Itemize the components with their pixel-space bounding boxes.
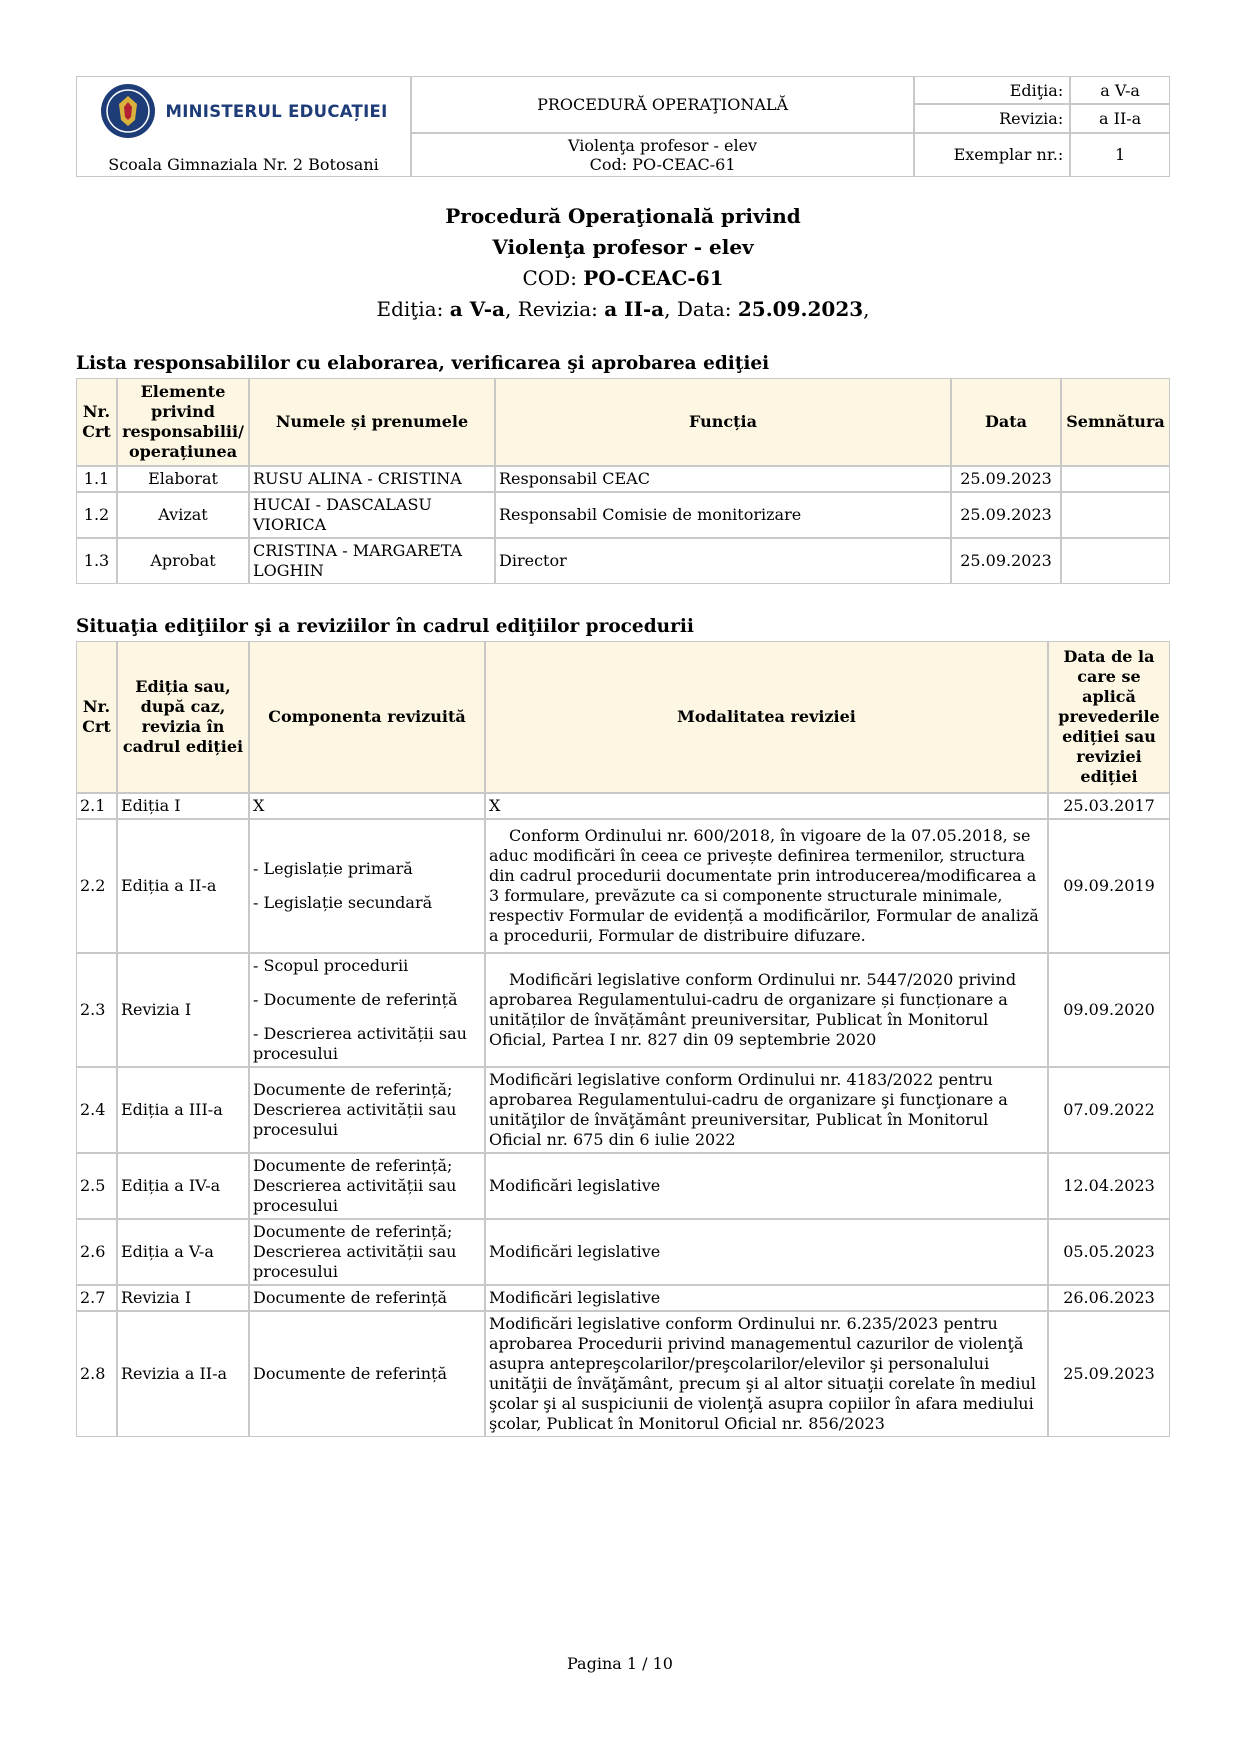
row-edition: Ediția a II-a <box>117 819 249 953</box>
row-nr: 2.1 <box>76 793 117 819</box>
responsabil-row <box>76 466 1170 492</box>
row-nr: 2.4 <box>76 1067 117 1153</box>
component-item: - Descrierea activității sau procesului <box>253 1024 467 1063</box>
document-page <box>76 76 1170 1437</box>
coat-of-arms-icon <box>99 82 157 140</box>
component-item: - Documente de referință <box>253 990 458 1009</box>
row-name: RUSU ALINA - CRISTINA <box>249 466 495 492</box>
component-item: - Legislație secundară <box>253 893 433 912</box>
row-date: 05.05.2023 <box>1048 1219 1170 1285</box>
title-edition-line <box>76 294 1170 325</box>
row-signature <box>1061 466 1170 492</box>
editie-row <box>76 1311 1170 1437</box>
col-header: Elemente privind responsabilii/ operațiunea <box>117 378 249 466</box>
editii-table <box>76 641 1170 1437</box>
component-item: Documente de referință; Descrierea activității sau procesului <box>253 1080 457 1139</box>
col-header: Componenta revizuită <box>249 641 485 793</box>
row-function: Director <box>495 538 951 584</box>
row-modality: X <box>485 793 1048 819</box>
row-function: Responsabil CEAC <box>495 466 951 492</box>
row-nr: 1.2 <box>76 492 117 538</box>
exemplar-value: 1 <box>1070 133 1170 177</box>
component-item: X <box>253 796 265 815</box>
row-component <box>249 793 485 819</box>
school-name: Scoala Gimnaziala Nr. 2 Botosani <box>108 155 379 174</box>
row-component <box>249 1219 485 1285</box>
row-date: 12.04.2023 <box>1048 1153 1170 1219</box>
component-item: - Scopul procedurii <box>253 956 409 975</box>
page-footer: Pagina 1 / 10 <box>567 1654 673 1673</box>
procedure-title: Violenţa profesor - elev <box>568 135 758 155</box>
row-date: 25.09.2023 <box>951 538 1061 584</box>
row-component <box>249 953 485 1067</box>
header-table <box>76 76 1170 177</box>
row-component <box>249 1311 485 1437</box>
row-nr: 2.7 <box>76 1285 117 1311</box>
col-header: Ediția sau, după caz, revizia în cadrul ediției <box>117 641 249 793</box>
row-operation: Elaborat <box>117 466 249 492</box>
procedure-title-cell <box>411 133 914 177</box>
editie-row <box>76 819 1170 953</box>
row-edition: Ediția a IV-a <box>117 1153 249 1219</box>
component-item: Documente de referință; Descrierea activității sau procesului <box>253 1222 457 1281</box>
cod-value: PO-CEAC-61 <box>583 266 724 290</box>
col-header: Nr. Crt <box>76 378 117 466</box>
procedure-code: Cod: PO-CEAC-61 <box>589 154 736 174</box>
component-item: Documente de referință <box>253 1288 447 1307</box>
row-name: HUCAI - DASCALASU VIORICA <box>249 492 495 538</box>
editia-label-2: Ediţia: <box>376 297 450 321</box>
responsabili-table <box>76 378 1170 584</box>
ministry-logo <box>83 79 404 143</box>
editie-row <box>76 793 1170 819</box>
col-header: Data <box>951 378 1061 466</box>
row-name: CRISTINA - MARGARETA LOGHIN <box>249 538 495 584</box>
row-modality: Modificări legislative conform Ordinului nr. 6.235/2023 pentru aprobarea Procedurii privind managementul cazurilor de violenţă asupra antepreşcolarilor/preşcolarilor/elevilor şi personalului unităţii de învăţământ, precum şi al altor situaţii corelate în mediul şcolar şi al suspiciunii de violenţă asupra copiilor în afara mediului şcolar, Publicat în Monitorul Oficial nr. 856/2023 <box>485 1311 1048 1437</box>
row-nr: 2.8 <box>76 1311 117 1437</box>
revizia-label: Revizia: <box>914 104 1070 132</box>
row-date: 25.09.2023 <box>1048 1311 1170 1437</box>
component-item: - Legislație primară <box>253 859 413 878</box>
responsabili-title: Lista responsabililor cu elaborarea, verificarea şi aprobarea ediţiei <box>76 353 770 374</box>
row-modality: Conform Ordinului nr. 600/2018, în vigoare de la 07.05.2018, se aduc modificări în ceea ce privește definirea termenilor, structura din cadrul procedurii documentate prin introducerea/modificarea a 3 formulare, prevăzute ca si componente structurale minimale, respectiv Formular de evidență a modificărilor, Formular de analiză a procedurii, Formular de distribuire difuzare. <box>485 819 1048 953</box>
row-date: 26.06.2023 <box>1048 1285 1170 1311</box>
col-header: Nr. Crt <box>76 641 117 793</box>
row-modality: Modificări legislative <box>485 1285 1048 1311</box>
ministry-name: MINISTERUL EDUCAȚIEI <box>165 101 388 121</box>
component-item: Documente de referință; Descrierea activității sau procesului <box>253 1156 457 1215</box>
row-modality: Modificări legislative conform Ordinului nr. 5447/2020 privind aprobarea Regulamentului-cadru de organizare și funcționare a unităților de învățământ preuniversitar, Publicat în Monitorul Oficial, Partea I nr. 827 din 09 septembrie 2020 <box>485 953 1048 1067</box>
responsabil-row <box>76 538 1170 584</box>
row-operation: Aprobat <box>117 538 249 584</box>
editia-value-2: a V-a <box>449 297 505 321</box>
row-date: 09.09.2019 <box>1048 819 1170 953</box>
revizia-label-2: , Revizia: <box>504 297 605 321</box>
row-modality: Modificări legislative conform Ordinului nr. 4183/2022 pentru aprobarea Regulamentului-cadru de organizare şi funcţionare a unităţilor de învăţământ preuniversitar, Publicat în Monitorul Oficial nr. 675 din 6 iulie 2022 <box>485 1067 1048 1153</box>
row-operation: Avizat <box>117 492 249 538</box>
row-nr: 2.3 <box>76 953 117 1067</box>
row-edition: Ediția I <box>117 793 249 819</box>
editia-label: Ediţia: <box>914 76 1070 104</box>
data-label: , Data: <box>664 297 738 321</box>
row-date: 07.09.2022 <box>1048 1067 1170 1153</box>
logo-cell <box>76 76 411 177</box>
data-value: 25.09.2023 <box>737 297 864 321</box>
editie-row <box>76 1285 1170 1311</box>
row-edition: Ediția a V-a <box>117 1219 249 1285</box>
row-nr: 1.3 <box>76 538 117 584</box>
row-edition: Revizia I <box>117 1285 249 1311</box>
title-trail: , <box>863 297 870 321</box>
responsabil-row <box>76 492 1170 538</box>
revizia-value-2: a II-a <box>604 297 665 321</box>
component-item: Documente de referință <box>253 1364 447 1383</box>
row-date: 25.09.2023 <box>951 492 1061 538</box>
row-date: 25.03.2017 <box>1048 793 1170 819</box>
col-header: Modalitatea reviziei <box>485 641 1048 793</box>
editia-value: a V-a <box>1070 76 1170 104</box>
col-header: Data de la care se aplică prevederile ediției sau reviziei ediției <box>1048 641 1170 793</box>
row-edition: Revizia I <box>117 953 249 1067</box>
row-nr: 2.2 <box>76 819 117 953</box>
row-component <box>249 1067 485 1153</box>
cod-label: COD: <box>522 266 584 290</box>
row-component <box>249 1153 485 1219</box>
editie-row <box>76 1067 1170 1153</box>
row-nr: 2.5 <box>76 1153 117 1219</box>
editii-title: Situaţia ediţiilor şi a reviziilor în cadrul ediţiilor procedurii <box>76 616 694 637</box>
row-date: 25.09.2023 <box>951 466 1061 492</box>
title-code-line <box>76 263 1170 294</box>
row-component <box>249 819 485 953</box>
row-modality: Modificări legislative <box>485 1153 1048 1219</box>
revizia-value: a II-a <box>1070 104 1170 132</box>
row-nr: 1.1 <box>76 466 117 492</box>
row-function: Responsabil Comisie de monitorizare <box>495 492 951 538</box>
title-line-2: Violenţa profesor - elev <box>492 235 754 259</box>
row-edition: Ediția a III-a <box>117 1067 249 1153</box>
row-nr: 2.6 <box>76 1219 117 1285</box>
exemplar-label: Exemplar nr.: <box>914 133 1070 177</box>
editie-row <box>76 1153 1170 1219</box>
editie-row <box>76 1219 1170 1285</box>
row-modality: Modificări legislative <box>485 1219 1048 1285</box>
document-title <box>76 201 1170 325</box>
col-header: Numele și prenumele <box>249 378 495 466</box>
row-signature <box>1061 492 1170 538</box>
col-header: Semnătura <box>1061 378 1170 466</box>
row-edition: Revizia a II-a <box>117 1311 249 1437</box>
col-header: Funcția <box>495 378 951 466</box>
title-line-1: Procedură Operaţională privind <box>445 204 801 228</box>
row-component <box>249 1285 485 1311</box>
editie-row <box>76 953 1170 1067</box>
row-date: 09.09.2020 <box>1048 953 1170 1067</box>
row-signature <box>1061 538 1170 584</box>
procedure-type: PROCEDURĂ OPERAŢIONALĂ <box>411 76 914 133</box>
